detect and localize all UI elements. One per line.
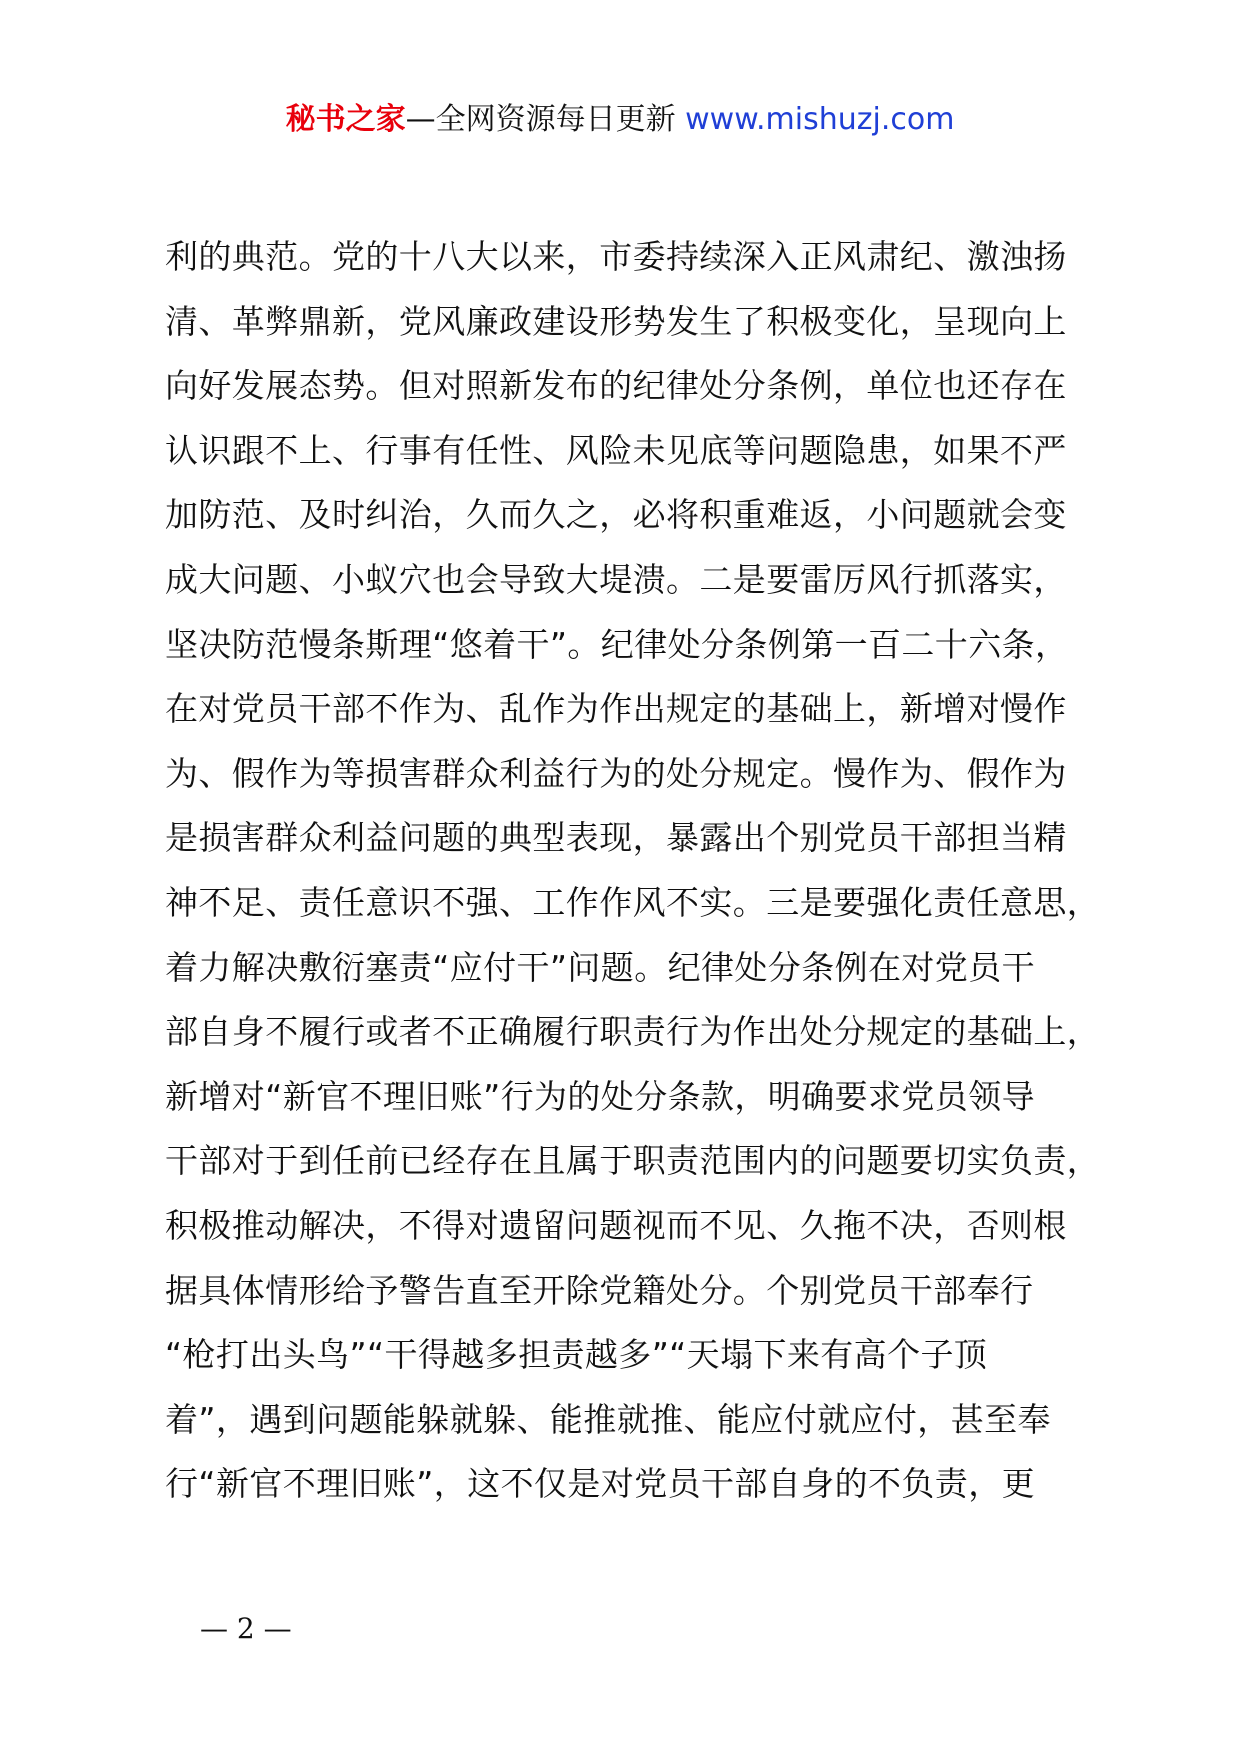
text-line: 干部对于到任前已经存在且属于职责范围内的问题要切实负责， bbox=[165, 1141, 1101, 1181]
page-number: — 2 — bbox=[200, 1612, 292, 1645]
text-line: “枪打出头鸟”“干得越多担责越多”“天塌下来有高个子顶 bbox=[165, 1335, 988, 1375]
site-slogan: —全网资源每日更新 bbox=[405, 102, 676, 137]
text-line: 是损害群众利益问题的典型表现，暴露出个别党员干部担当精 bbox=[165, 818, 1067, 858]
text-line: 成大问题、小蚁穴也会导致大堤溃。二是要雷厉风行抓落实， bbox=[165, 559, 1067, 599]
site-brand: 秘书之家 bbox=[285, 102, 406, 137]
text-line: 坚决防范慢条斯理“悠着干”。纪律处分条例第一百二十六条， bbox=[165, 624, 1069, 664]
document-body bbox=[165, 237, 1115, 1532]
site-url-link[interactable]: www.mishuzj.com bbox=[685, 102, 955, 137]
text-line: 积极推动解决，不得对遗留问题视而不见、久拖不决，否则根 bbox=[165, 1205, 1067, 1245]
text-line: 据具体情形给予警告直至开除党籍处分。个别党员干部奉行 bbox=[165, 1270, 1034, 1310]
text-line: 认识跟不上、行事有任性、风险未见底等问题隐患，如果不严 bbox=[165, 430, 1067, 470]
text-line: 清、革弊鼎新，党风廉政建设形势发生了积极变化，呈现向上 bbox=[165, 301, 1067, 341]
text-line: 新增对“新官不理旧账”行为的处分条款，明确要求党员领导 bbox=[165, 1076, 1035, 1116]
text-line: 行“新官不理旧账”，这不仅是对党员干部自身的不负责，更 bbox=[165, 1464, 1035, 1504]
text-line: 为、假作为等损害群众利益行为的处分规定。慢作为、假作为 bbox=[165, 753, 1067, 793]
text-line: 加防范、及时纠治，久而久之，必将积重难返，小问题就会变 bbox=[165, 495, 1067, 535]
text-line: 利的典范。党的十八大以来，市委持续深入正风肃纪、激浊扬 bbox=[165, 237, 1067, 276]
text-line: 神不足、责任意识不强、工作作风不实。三是要强化责任意思， bbox=[165, 882, 1101, 922]
text-line: 向好发展态势。但对照新发布的纪律处分条例，单位也还存在 bbox=[165, 366, 1067, 406]
text-line: 在对党员干部不作为、乱作为作出规定的基础上，新增对慢作 bbox=[165, 689, 1067, 729]
site-header bbox=[0, 100, 1240, 140]
text-line: 部自身不履行或者不正确履行职责行为作出处分规定的基础上， bbox=[165, 1012, 1101, 1052]
text-line: 着力解决敷衍塞责“应付干”问题。纪律处分条例在对党员干 bbox=[165, 947, 1035, 987]
text-line: 着”，遇到问题能躲就躲、能推就推、能应付就应付，甚至奉 bbox=[165, 1399, 1051, 1439]
